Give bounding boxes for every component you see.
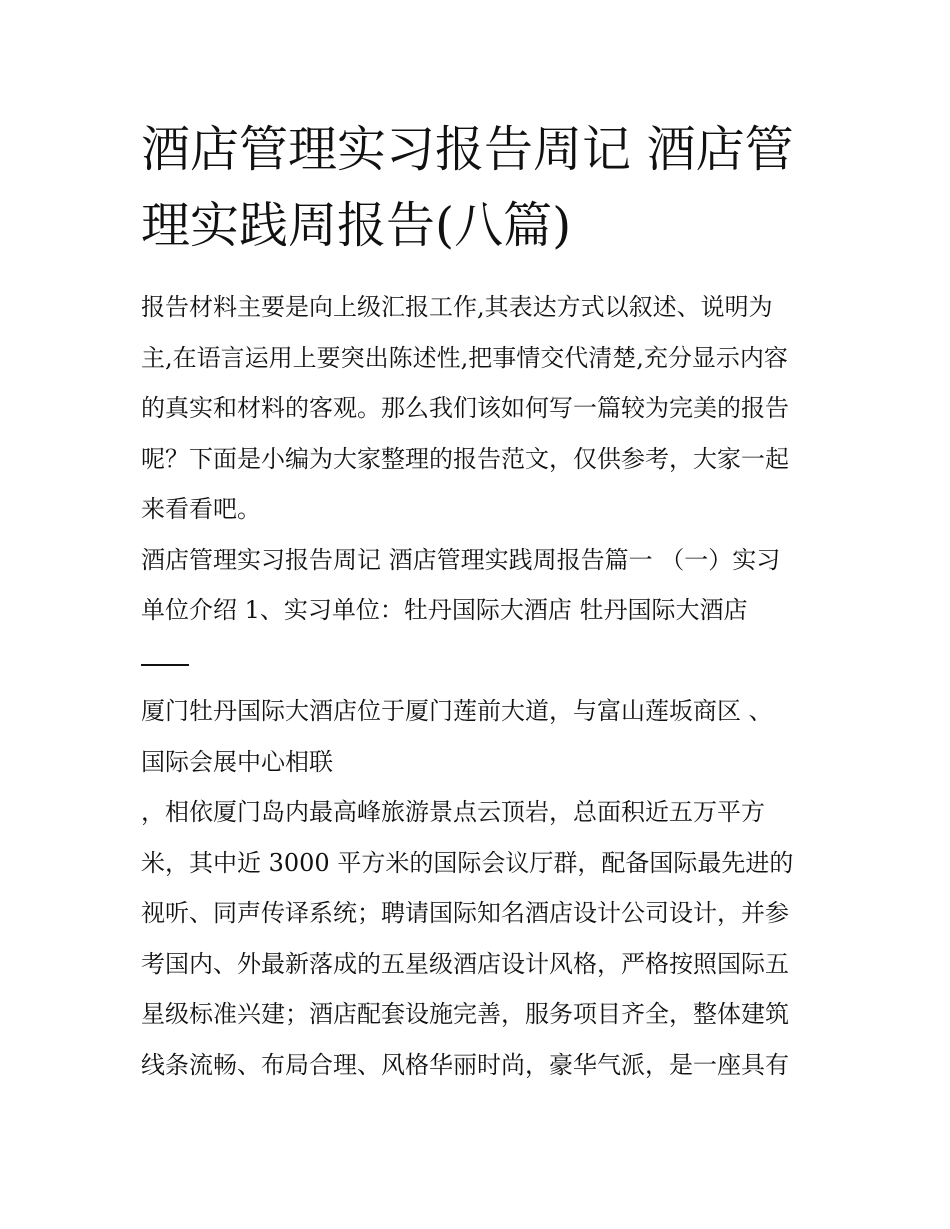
body-paragraph-b bbox=[141, 787, 813, 1090]
intro-line: 的真实和材料的客观。那么我们该如何写一篇较为完美的报告 bbox=[141, 394, 789, 422]
intro-line: 主,在语言运用上要突出陈述性,把事情交代清楚,充分显示内容 bbox=[141, 343, 788, 372]
body-line: 视听、同声传译系统；聘请国际知名酒店设计公司设计，并参 bbox=[141, 899, 789, 927]
body-line: 米，其中近 3000 平方米的国际会议厅群，配备国际最先进的 bbox=[141, 848, 794, 877]
document-title bbox=[141, 112, 813, 264]
section-line: 单位介绍 1、实习单位：牡丹国际大酒店 牡丹国际大酒店 bbox=[141, 596, 748, 624]
intro-line: 来看看吧。 bbox=[141, 495, 261, 523]
section-line: 酒店管理实习报告周记 酒店管理实践周报告篇一 （一）实习 bbox=[141, 545, 781, 574]
title-line: 酒店管理实习报告周记 酒店管 bbox=[141, 121, 794, 178]
body-line: 考国内、外最新落成的五星级酒店设计风格，严格按照国际五 bbox=[141, 949, 789, 978]
title-line: 理实践周报告(八篇) bbox=[141, 197, 572, 254]
section-heading-paragraph bbox=[141, 535, 813, 636]
intro-line: 报告材料主要是向上级汇报工作,其表达方式以叙述、说明为 bbox=[141, 293, 773, 321]
intro-paragraph bbox=[141, 282, 813, 535]
body-line: 国际会展中心相联 bbox=[141, 747, 333, 776]
body-line: 星级标准兴建；酒店配套设施完善，服务项目齐全，整体建筑 bbox=[141, 1000, 789, 1028]
body-paragraph-a bbox=[141, 686, 813, 787]
intro-line: 呢？下面是小编为大家整理的报告范文，仅供参考，大家一起 bbox=[141, 444, 789, 473]
body-line: 厦门牡丹国际大酒店位于厦门莲前大道，与富山莲坂商区 、 bbox=[141, 697, 773, 725]
body-line: ，相依厦门岛内最高峰旅游景点云顶岩，总面积近五万平方 bbox=[141, 798, 765, 826]
dash-rule bbox=[141, 664, 189, 666]
document-content bbox=[141, 112, 813, 1090]
dash-separator bbox=[141, 636, 813, 687]
body-line: 线条流畅、布局合理、风格华丽时尚，豪华气派，是一座具有 bbox=[141, 1050, 789, 1079]
